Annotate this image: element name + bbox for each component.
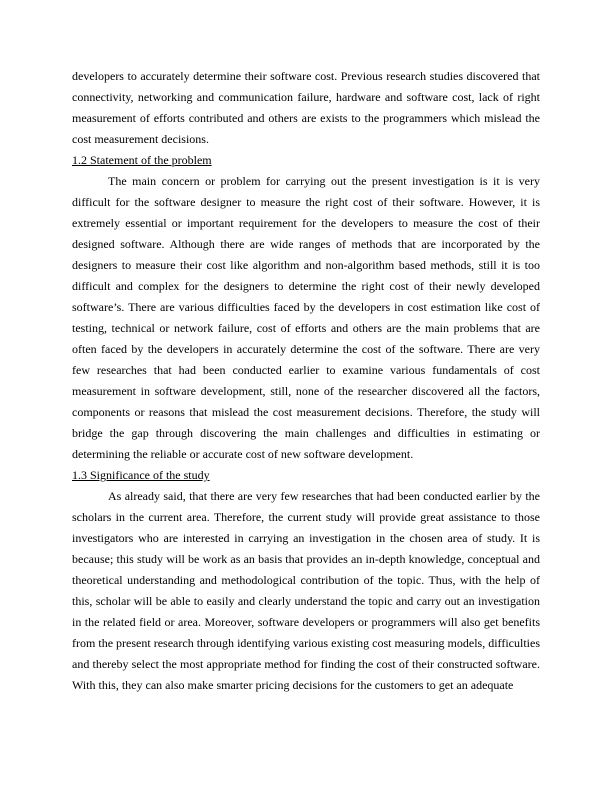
statement-of-problem-paragraph: The main concern or problem for carrying out the present investigation is it is very difficult for the software designer to measure the right cost of their software. However, it is extremely essential or important requirement for the developers to measure the cost of their designed software. Although there are wide ranges of methods that are incorporated by the designers to measure their cost like algorithm and non-algorithm based methods, still it is too difficult and complex for the designers to determine the right cost of their newly developed software’s. There are various difficulties faced by the developers in cost estimation like cost of testing, technical or network failure, cost of efforts and others are the main problems that are often faced by the developers in accurately determine the cost of the software. There are very few researches that had been conducted earlier to examine various fundamentals of cost measurement in software development, still, none of the researcher discovered all the factors, components or reasons that mislead the cost measurement decisions. Therefore, the study will bridge the gap through discovering the main challenges and difficulties in estimating or determining the reliable or accurate cost of new software development. — [72, 174, 540, 461]
section-heading-statement-of-problem: 1.2 Statement of the problem — [72, 153, 212, 167]
section-heading-significance-of-study: 1.3 Significance of the study — [72, 468, 210, 482]
intro-paragraph: developers to accurately determine their software cost. Previous research studies discovered that connectivity, networking and communication failure, hardware and software cost, lack of right measurement of efforts contributed and others are exists to the programmers which mislead the cost measurement decisions. — [72, 69, 540, 146]
significance-of-study-paragraph: As already said, that there are very few researches that had been conducted earlier by the scholars in the current area. Therefore, the current study will provide great assistance to those investigators who are interested in carrying an investigation in the chosen area of study. It is because; this study will be work as an basis that provides an in-depth knowledge, conceptual and theoretical understanding and methodological contribution of the topic. Thus, with the help of this, scholar will be able to easily and clearly understand the topic and carry out an investigation in the related field or area. Moreover, software developers or programmers will also get benefits from the present research through identifying various existing cost measuring models, difficulties and thereby select the most appropriate method for finding the cost of their constructed software. With this, they can also make smarter pricing decisions for the customers to get an adequate — [72, 489, 540, 692]
document-page — [72, 66, 540, 696]
